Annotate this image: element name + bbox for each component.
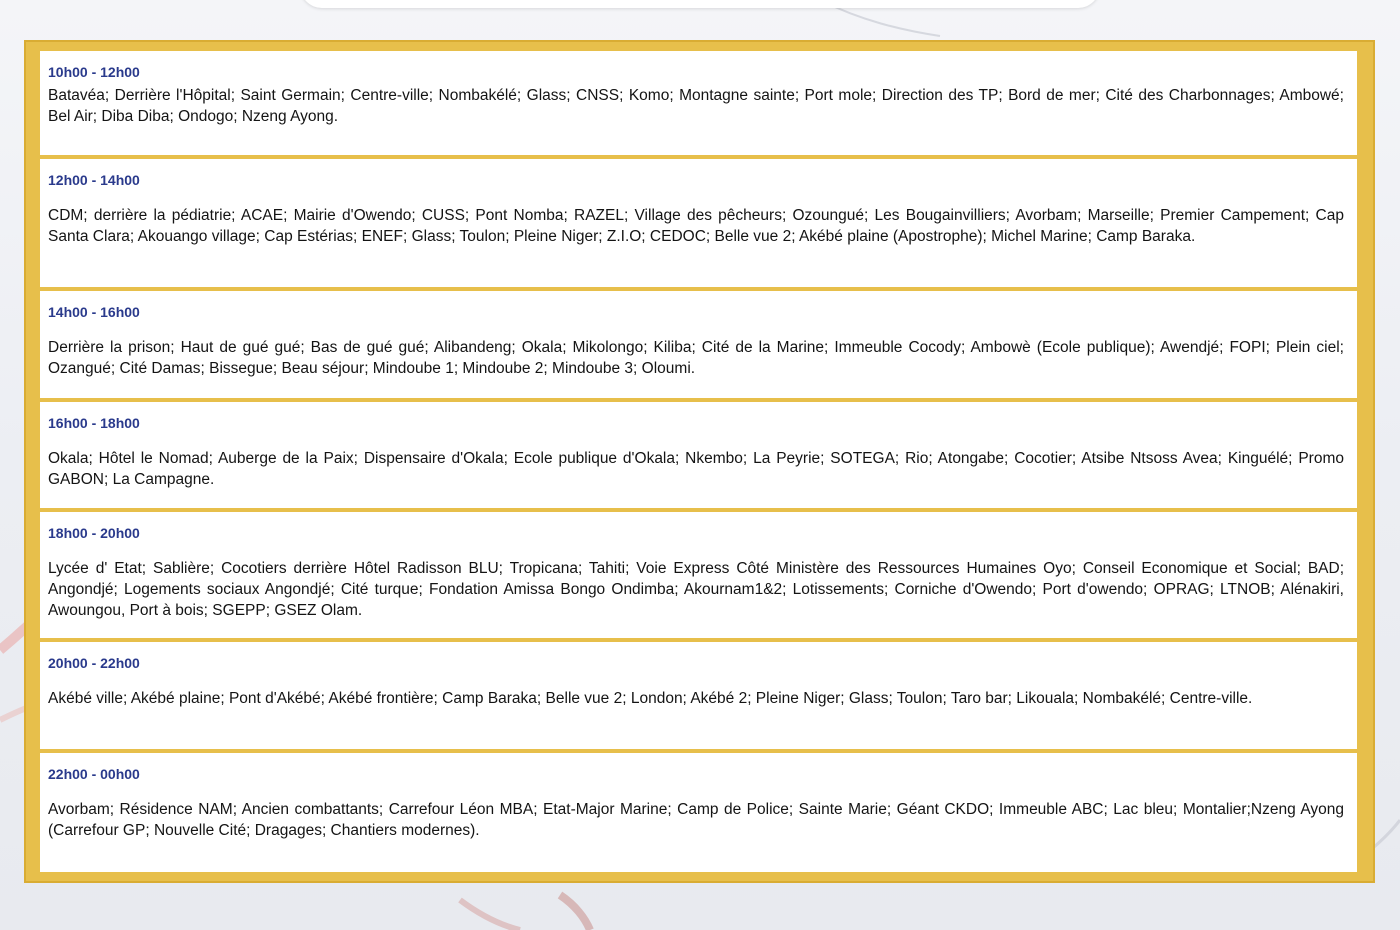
slot-areas: Lycée d' Etat; Sablière; Cocotiers derrière Hôtel Radisson BLU; Tropicana; Tahiti; Voie Express Côté Ministère des Ressources Humaines Oyo; Conseil Economique et Social; BAD; Angondjé; Logements sociaux Angondjé; Cité turque; Fondation Amissa Bongo Ondimba; Akournam1&2; Lotissements; Corniche d'Owendo; Port d'owendo; OPRAG; LTNOB; Alénakiri, Awoungou, Port à bois; SGEPP; GSEZ Olam. xyxy=(48,560,1344,619)
slot-time: 12h00 - 14h00 xyxy=(48,172,140,188)
slot-areas: Avorbam; Résidence NAM; Ancien combattants; Carrefour Léon MBA; Etat-Major Marine; Camp de Police; Sainte Marie; Géant CKDO; Immeuble ABC; Lac bleu; Montalier;Nzeng Ayong (Carrefour GP; Nouvelle Cité; Dragages; Chantiers modernes). xyxy=(48,801,1344,839)
slot-time: 14h00 - 16h00 xyxy=(48,304,140,320)
schedule-slot xyxy=(40,51,1357,155)
slot-areas: Batavéa; Derrière l'Hôpital; Saint Germain; Centre-ville; Nombakélé; Glass; CNSS; Komo; Montagne sainte; Port mole; Direction des TP; Bord de mer; Cité des Charbonnages; Ambowé; Bel Air; Diba Diba; Ondogo; Nzeng Ayong. xyxy=(48,87,1344,125)
schedule-list xyxy=(40,51,1357,872)
schedule-slot xyxy=(40,753,1357,872)
slot-time: 20h00 - 22h00 xyxy=(48,655,140,671)
slot-time: 16h00 - 18h00 xyxy=(48,415,140,431)
slot-time: 22h00 - 00h00 xyxy=(48,766,140,782)
slot-time: 10h00 - 12h00 xyxy=(48,64,140,80)
schedule-slot xyxy=(40,159,1357,287)
slot-areas: Okala; Hôtel le Nomad; Auberge de la Paix; Dispensaire d'Okala; Ecole publique d'Okala; Nkembo; La Peyrie; SOTEGA; Rio; Atongabe; Cocotier; Atsibe Ntsoss Avea; Kinguélé; Promo GABON; La Campagne. xyxy=(48,450,1344,488)
schedule-slot xyxy=(40,402,1357,508)
slot-time: 18h00 - 20h00 xyxy=(48,525,140,541)
slot-areas: Akébé ville; Akébé plaine; Pont d'Akébé; Akébé frontière; Camp Baraka; Belle vue 2; London; Akébé 2; Pleine Niger; Glass; Toulon; Taro bar; Likouala; Nombakélé; Centre-ville. xyxy=(48,690,1253,707)
slot-areas: Derrière la prison; Haut de gué gué; Bas de gué gué; Alibandeng; Okala; Mikolongo; Kiliba; Cité de la Marine; Immeuble Cocody; Ambowè (Ecole publique); Awendjé; FOPI; Plein ciel; Ozangué; Cité Damas; Bissegue; Beau séjour; Mindoube 1; Mindoube 2; Mindoube 3; Oloumi. xyxy=(48,339,1344,377)
top-header-bar xyxy=(300,0,1100,8)
schedule-slot xyxy=(40,512,1357,638)
schedule-slot xyxy=(40,642,1357,749)
schedule-slot xyxy=(40,291,1357,398)
schedule-frame xyxy=(24,40,1375,883)
slot-areas: CDM; derrière la pédiatrie; ACAE; Mairie d'Owendo; CUSS; Pont Nomba; RAZEL; Village des pêcheurs; Ozoungué; Les Bougainvilliers; Avorbam; Marseille; Premier Campement; Cap Santa Clara; Akouango village; Cap Estérias; ENEF; Glass; Toulon; Pleine Niger; Z.I.O; CEDOC; Belle vue 2; Akébé plaine (Apostrophe); Michel Marine; Camp Baraka. xyxy=(48,207,1344,245)
